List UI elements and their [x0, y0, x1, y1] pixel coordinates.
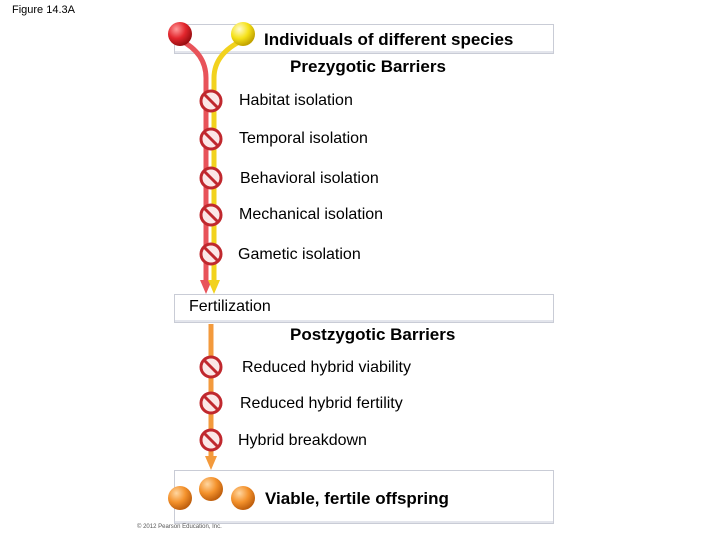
species-a-path	[180, 40, 206, 282]
barrier-label-breakdown: Hybrid breakdown	[238, 432, 367, 449]
figure-label: Figure 14.3A	[12, 4, 75, 16]
no-entry-icon	[201, 129, 221, 149]
orange-ball-icon	[168, 486, 192, 510]
hybrid-arrowhead	[205, 456, 217, 470]
yellow-ball-icon	[231, 22, 255, 46]
no-entry-icon	[201, 430, 221, 450]
no-entry-icon	[201, 244, 221, 264]
no-entry-icon	[201, 205, 221, 225]
postzygotic-heading: Postzygotic Barriers	[290, 325, 456, 344]
barrier-label-habitat: Habitat isolation	[239, 92, 353, 109]
no-entry-icon	[201, 168, 221, 188]
barrier-label-mechanical: Mechanical isolation	[239, 206, 384, 223]
no-entry-icon	[201, 91, 221, 111]
fertilization-label: Fertilization	[189, 298, 271, 315]
species-b-arrowhead	[208, 280, 220, 294]
barrier-label-fertility: Reduced hybrid fertility	[240, 395, 403, 412]
species-heading: Individuals of different species	[264, 30, 514, 49]
no-entry-icon	[201, 357, 221, 377]
orange-ball-icon	[231, 486, 255, 510]
outcome-label: Viable, fertile offspring	[265, 489, 449, 508]
prezygotic-heading: Prezygotic Barriers	[290, 57, 446, 76]
orange-ball-icon	[199, 477, 223, 501]
barrier-label-gametic: Gametic isolation	[238, 246, 361, 263]
no-entry-icon	[201, 393, 221, 413]
barrier-label-viability: Reduced hybrid viability	[242, 359, 411, 376]
barrier-label-behavioral: Behavioral isolation	[240, 170, 379, 187]
red-ball-icon	[168, 22, 192, 46]
barrier-label-temporal: Temporal isolation	[239, 130, 368, 147]
copyright-notice: © 2012 Pearson Education, Inc.	[137, 524, 222, 530]
